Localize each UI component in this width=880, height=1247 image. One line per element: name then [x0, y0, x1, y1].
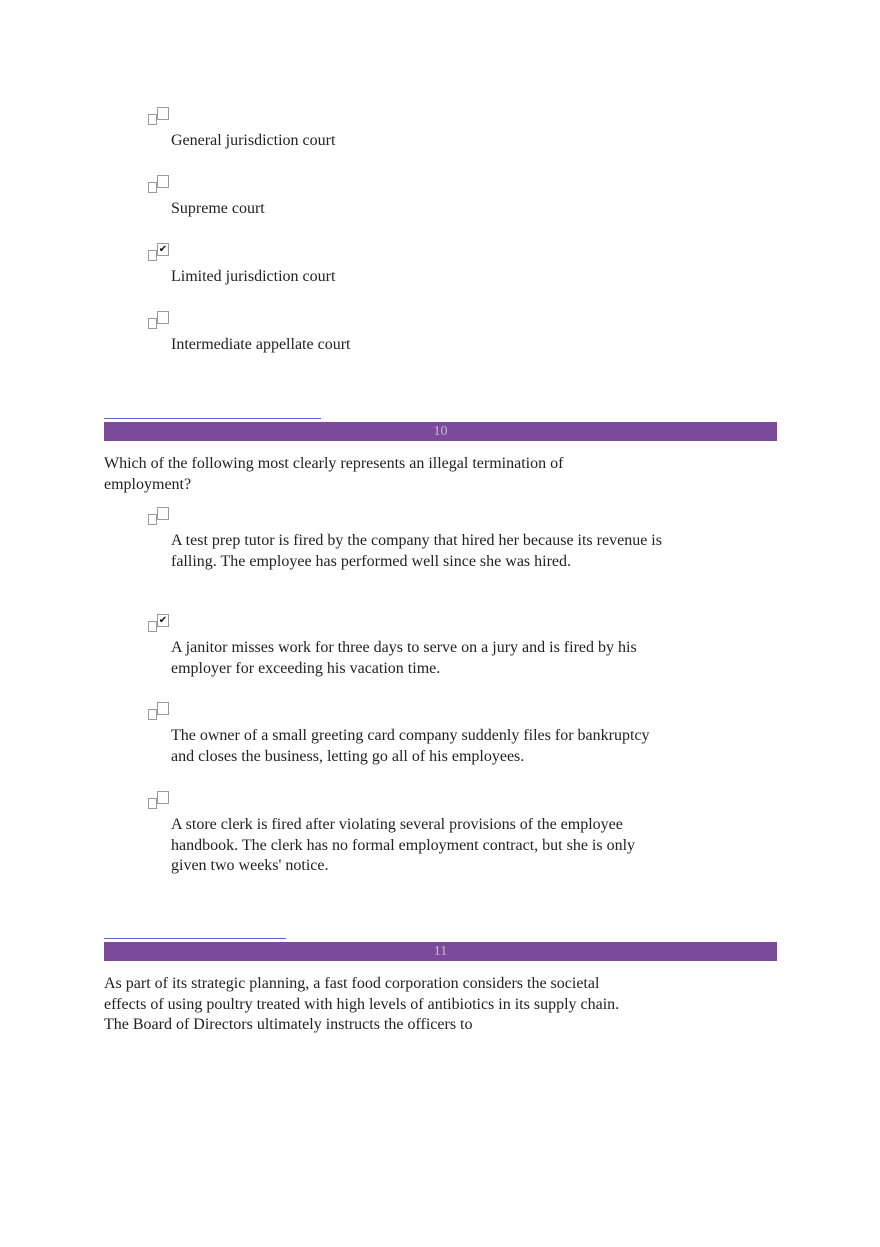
question-number-bar [104, 942, 777, 961]
checkbox-frame-icon [148, 514, 157, 525]
checkbox[interactable] [146, 243, 172, 263]
checkbox-frame-icon [148, 318, 157, 329]
q9-option-4[interactable] [146, 311, 666, 356]
option-label: A janitor misses work for three days to serve on a jury and is fired by his employer for exceeding his vacation time. [171, 639, 637, 677]
q10-option-1[interactable] [146, 507, 666, 572]
checkmark-icon[interactable]: ✔ [158, 615, 168, 626]
checkmark-icon[interactable]: ✔ [158, 244, 168, 255]
option-label: General jurisdiction court [171, 132, 336, 149]
option-label: A store clerk is fired after violating several provisions of the employee handbook. The clerk has no formal employment contract, but she is only given two weeks' notice. [171, 816, 636, 874]
q10-option-3[interactable] [146, 702, 666, 767]
checkbox-frame-icon [148, 250, 157, 261]
question-divider-line [104, 418, 321, 419]
option-label: Intermediate appellate court [171, 336, 351, 353]
option-label: A test prep tutor is fired by the company that hired her because its revenue is falling. The employee has performed well since she was hired. [171, 532, 662, 570]
checkbox-frame-icon [148, 798, 157, 809]
q10-option-4[interactable] [146, 791, 666, 877]
checkbox-frame-icon [148, 114, 157, 125]
checkbox-frame-icon [148, 182, 157, 193]
checkbox-box-icon[interactable] [157, 311, 169, 324]
q9-option-2[interactable] [146, 175, 666, 220]
question-number: 11 [433, 944, 448, 959]
checkbox-box-icon[interactable] [157, 791, 169, 804]
checkbox-box-icon[interactable] [157, 702, 169, 715]
checkbox[interactable] [146, 791, 172, 811]
checkbox-frame-icon [148, 621, 157, 632]
q9-option-3[interactable] [146, 243, 666, 288]
question-text: As part of its strategic planning, a fast food corporation considers the societal effects of using poultry treated with high levels of antibiotics in its supply chain. The Board of Directors ultimately instructs the officers to [104, 975, 620, 1033]
option-label: The owner of a small greeting card company suddenly files for bankruptcy and closes the business, letting go all of his employees. [171, 727, 650, 765]
option-label: Limited jurisdiction court [171, 268, 336, 285]
question-number-bar [104, 422, 777, 441]
checkbox-box-icon[interactable] [157, 107, 169, 120]
question-number: 10 [433, 424, 448, 439]
question-text: Which of the following most clearly represents an illegal termination of employment? [104, 455, 564, 493]
checkbox[interactable] [146, 507, 172, 527]
q10-option-2[interactable] [146, 614, 666, 679]
option-label: Supreme court [171, 200, 265, 217]
checkbox[interactable] [146, 311, 172, 331]
question-divider-line [104, 938, 286, 939]
checkbox[interactable] [146, 702, 172, 722]
checkbox-box-icon[interactable] [157, 507, 169, 520]
q9-option-1[interactable] [146, 107, 666, 152]
checkbox-frame-icon [148, 709, 157, 720]
checkbox[interactable] [146, 175, 172, 195]
checkbox[interactable] [146, 107, 172, 127]
checkbox[interactable] [146, 614, 172, 634]
checkbox-box-icon[interactable] [157, 175, 169, 188]
